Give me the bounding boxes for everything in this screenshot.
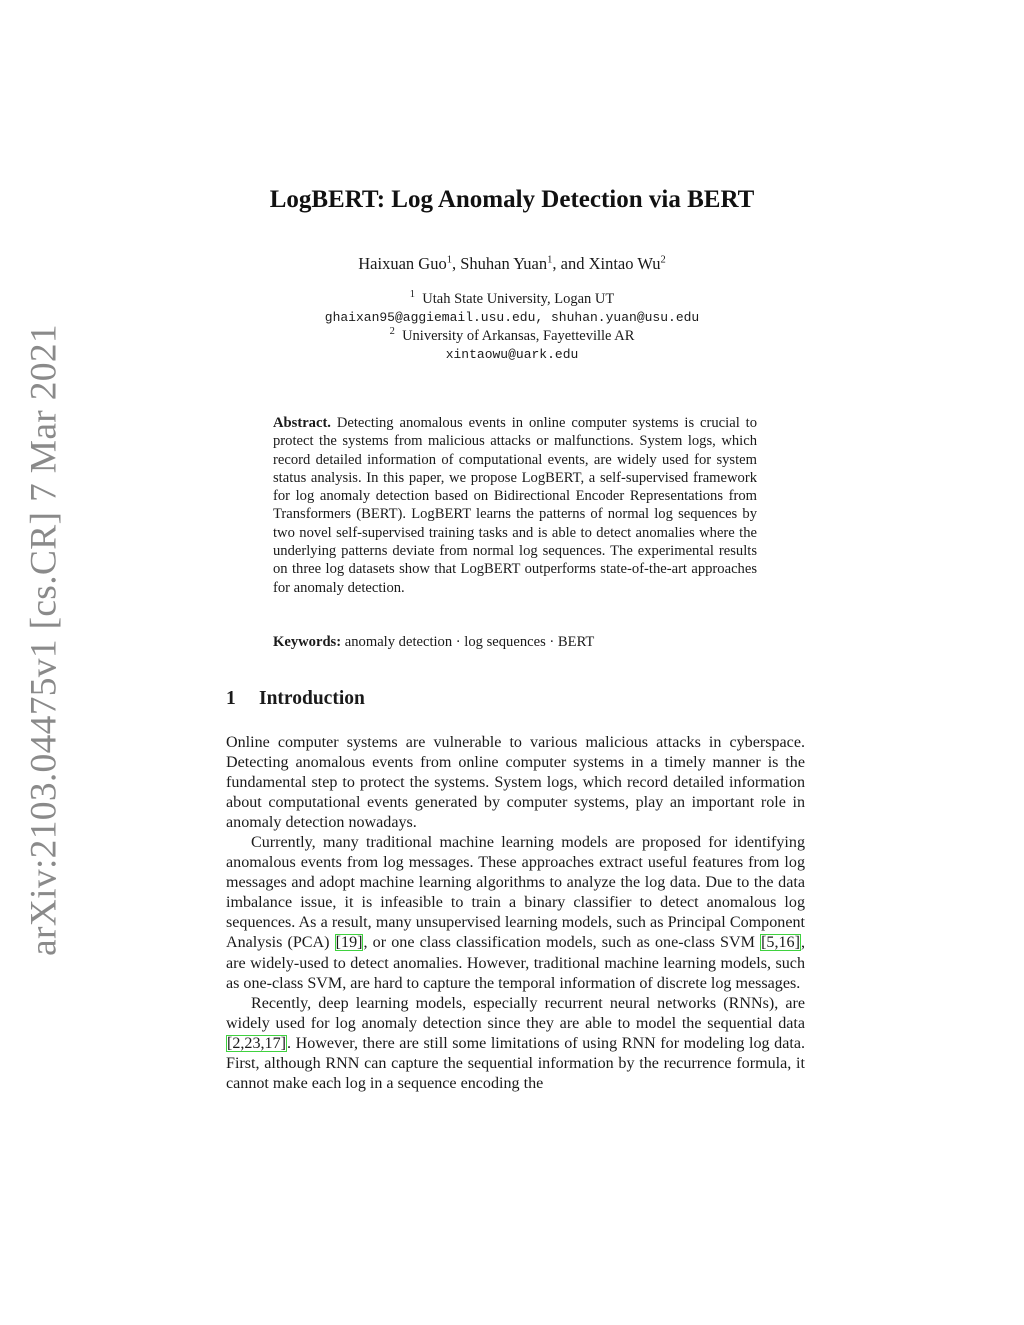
paragraph-text: . However, there are still some limitations of using RNN for modeling log data. First, although RNN can capture the sequential information by the recurrence formula, it cannot make each log in a sequence encoding the	[226, 1034, 805, 1092]
affiliation-name: Utah State University, Logan UT	[422, 290, 615, 307]
section-heading-introduction	[226, 688, 365, 710]
author-affiliation-mark: 2	[660, 254, 666, 266]
abstract-text: Detecting anomalous events in online computer systems is crucial to protect the systems from malicious attacks or malfunctions. System logs, which record detailed information of computational events, are widely used for system status analysis. In this paper, we propose LogBERT, a self-supervised framework for log anomaly detection based on Bidirectional Encoder Representations from Transformers (BERT). LogBERT learns the patterns of normal log sequences by two novel self-supervised training tasks and is able to detect anomalies where the underlying patterns deviate from normal log sequences. The experimental results on three log datasets show that LogBERT outperforms state-of-the-art approaches for anomaly detection.	[273, 415, 757, 596]
keywords	[273, 634, 757, 651]
affiliation-mark: 2	[389, 326, 395, 337]
abstract-label: Abstract.	[273, 415, 331, 431]
paragraph-text: Currently, many traditional machine learning models are proposed for identifying anomalous events from log messages. These approaches extract useful features from log messages and adopt machine learning algorithms to analyze the log data. Due to the data imbalance issue, it is infeasible to train a binary classifier to detect anomalous log sequences. As a result, many unsupervised learning models, such as Principal Component Analysis (PCA)	[226, 834, 805, 952]
affiliation-name: University of Arkansas, Fayetteville AR	[402, 327, 635, 344]
citation-link[interactable]: [5,16]	[761, 934, 800, 952]
section-title: Introduction	[259, 688, 365, 709]
keywords-text: anomaly detection · log sequences · BERT	[344, 634, 595, 650]
paragraph-text: Online computer systems are vulnerable to various malicious attacks in cyberspace. Detecting anomalous events from online computer systems in a timely manner is the fundamental step to protect the systems. System logs, which record detailed information about computational events generated by computer systems, play an important role in anomaly detection nowadays.	[226, 734, 805, 832]
author-affiliation-mark: 1	[446, 254, 452, 266]
author-list	[0, 254, 1024, 274]
section-number: 1	[226, 688, 236, 709]
author-name: Xintao Wu	[588, 254, 661, 273]
author-name: Haixuan Guo	[358, 254, 447, 273]
paragraph-text: , are widely-used to detect anomalies. However, traditional machine learning models, such as one-class SVM, are hard to capture the temporal information of discrete log messages.	[226, 934, 805, 992]
affiliation-1	[0, 289, 1024, 308]
author-separator: ,	[451, 254, 461, 273]
introduction-body	[226, 733, 805, 1094]
abstract	[273, 414, 757, 597]
citation-link[interactable]: [19]	[335, 934, 363, 952]
paragraph-text: Recently, deep learning models, especially recurrent neural networks (RNNs), are widely used for log anomaly detection since they are able to model the sequential data	[226, 994, 805, 1032]
author-affiliation-mark: 1	[547, 254, 553, 266]
author-separator: , and	[552, 254, 589, 273]
affiliation-1-emails[interactable]: ghaixan95@aggiemail.usu.edu, shuhan.yuan@usu.edu	[324, 310, 700, 325]
author-name: Shuhan Yuan	[460, 254, 548, 273]
citation-link[interactable]: [2,23,17]	[227, 1034, 286, 1052]
paper-title: LogBERT: Log Anomaly Detection via BERT	[269, 186, 755, 213]
paragraph	[226, 733, 805, 833]
affiliation-2	[0, 326, 1024, 345]
paragraph	[226, 994, 805, 1094]
affiliation-2-email[interactable]: xintaowu@uark.edu	[445, 347, 579, 362]
paragraph	[226, 833, 805, 993]
paragraph-text: , or one class classification models, such as one-class SVM	[363, 934, 761, 952]
keywords-label: Keywords:	[273, 634, 342, 650]
arxiv-identifier-stamp[interactable]: arXiv:2103.04475v1 [cs.CR] 7 Mar 2021	[23, 324, 65, 956]
affiliation-mark: 1	[409, 289, 416, 300]
